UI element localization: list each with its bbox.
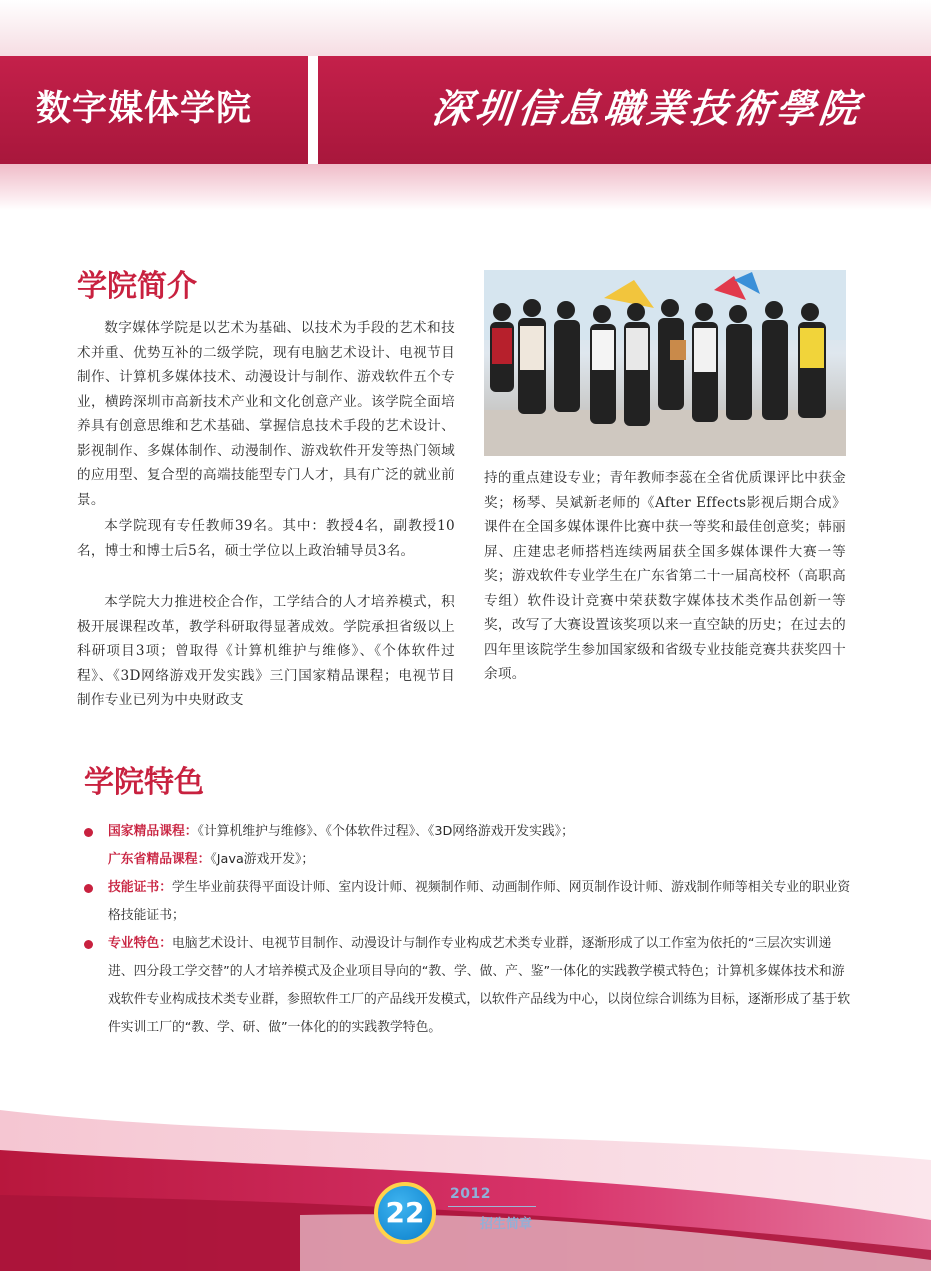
feature-text: 学生毕业前获得平面设计师、室内设计师、视频制作师、动画制作师、网页制作设计师、游戏制作师等相关专业的职业资格技能证书； (108, 880, 851, 923)
feature-item-specialty (86, 930, 856, 1042)
bullet-icon (84, 828, 93, 837)
feature-label: 技能证书： (108, 880, 172, 895)
top-fade (0, 0, 931, 56)
feature-text: 电脑艺术设计、电视节目制作、动漫设计与制作专业构成艺术类专业群，逐渐形成了以工作室为依托的“三层次实训递进、四分段工学交替”的人才培养模式及企业项目导向的“教、学、做、产、鉴”一体化的实践教学模式特色；计算机多媒体技术和游戏软件专业构成技术类专业群，参照软件工厂的产品线开发模式，以软件产品线为中心，以岗位综合训练为目标，逐渐形成了基于软件实训工厂的“教、学、研、做”一体化的的实践教学特色。 (108, 936, 851, 1035)
feature-label: 专业特色： (108, 936, 172, 951)
group-photo (484, 270, 846, 456)
intro-paragraph-1: 数字媒体学院是以艺术为基础、以技术为手段的艺术和技术并重、优势互补的二级学院，现有电脑艺术设计、电视节目制作、计算机多媒体技术、动漫设计与制作、游戏软件五个专业，横跨深圳市高新技术产业和文化创意产业。该学院全面培养具有创意思维和艺术基础、掌握信息技术手段的艺术设计、影视制作、多媒体制作、动漫制作、游戏软件开发等热门领域的应用型、复合型的高端技能型专门人才，具有广泛的就业前景。 (77, 320, 455, 508)
intro-paragraph-3: 本学院大力推进校企合作，工学结合的人才培养模式，积极开展课程改革，教学科研取得显著成效。学院承担省级以上科研项目3项；曾取得《计算机维护与维修》、《个体软件过程》、《3D网络游戏开发实践》三门国家精品课程；电视节目制作专业已列为中央财政支 (77, 594, 455, 708)
features-title: 学院特色 (84, 765, 204, 800)
feature-label: 广东省精品课程： (108, 852, 211, 867)
bullet-icon (84, 884, 93, 893)
bullet-icon (84, 940, 93, 949)
feature-label: 国家精品课程： (108, 824, 198, 839)
footer-year: 2012 (450, 1186, 491, 1202)
footer-divider (448, 1206, 536, 1207)
footer-caption: 招生简章 (480, 1217, 533, 1232)
intro-paragraph-continued: 持的重点建设专业；青年教师李蕊在全省优质课评比中获金奖；杨琴、吴斌新老师的《After Effects影视后期合成》课件在全国多媒体课件比赛中获一等奖和最佳创意奖；韩丽屏、庄建忠老师搭档连续两届获全国多媒体课件大赛一等奖；游戏软件专业学生在广东省第二十一届高校杯（高职高专组）软件设计竞赛中荣获数字媒体技术类作品创新一等奖，改写了大赛设置该奖项以来一直空缺的历史；在过去的四年里该院学生参加国家级和省级专业技能竞赛共获奖四十余项。 (484, 470, 846, 682)
school-calligraphy-name: 深圳信息職業技術學院 (429, 86, 865, 132)
feature-text: 《Java游戏开发》； (210, 852, 315, 867)
intro-paragraph-2: 本学院现有专任教师39名。其中：教授4名，副教授10名，博士和博士后5名，硕士学位以上政治辅导员3名。 (77, 518, 455, 559)
college-name: 数字媒体学院 (36, 89, 253, 129)
feature-text: 《计算机维护与维修》、《个体软件过程》、《3D网络游戏开发实践》； (197, 824, 574, 839)
page-number-badge: 22 (374, 1182, 436, 1244)
intro-title: 学院简介 (77, 269, 197, 304)
feature-item-national-courses (86, 818, 856, 846)
feature-item-certificates (86, 874, 856, 930)
feature-item-provincial-courses (86, 846, 856, 874)
banner-shadow (0, 164, 931, 210)
